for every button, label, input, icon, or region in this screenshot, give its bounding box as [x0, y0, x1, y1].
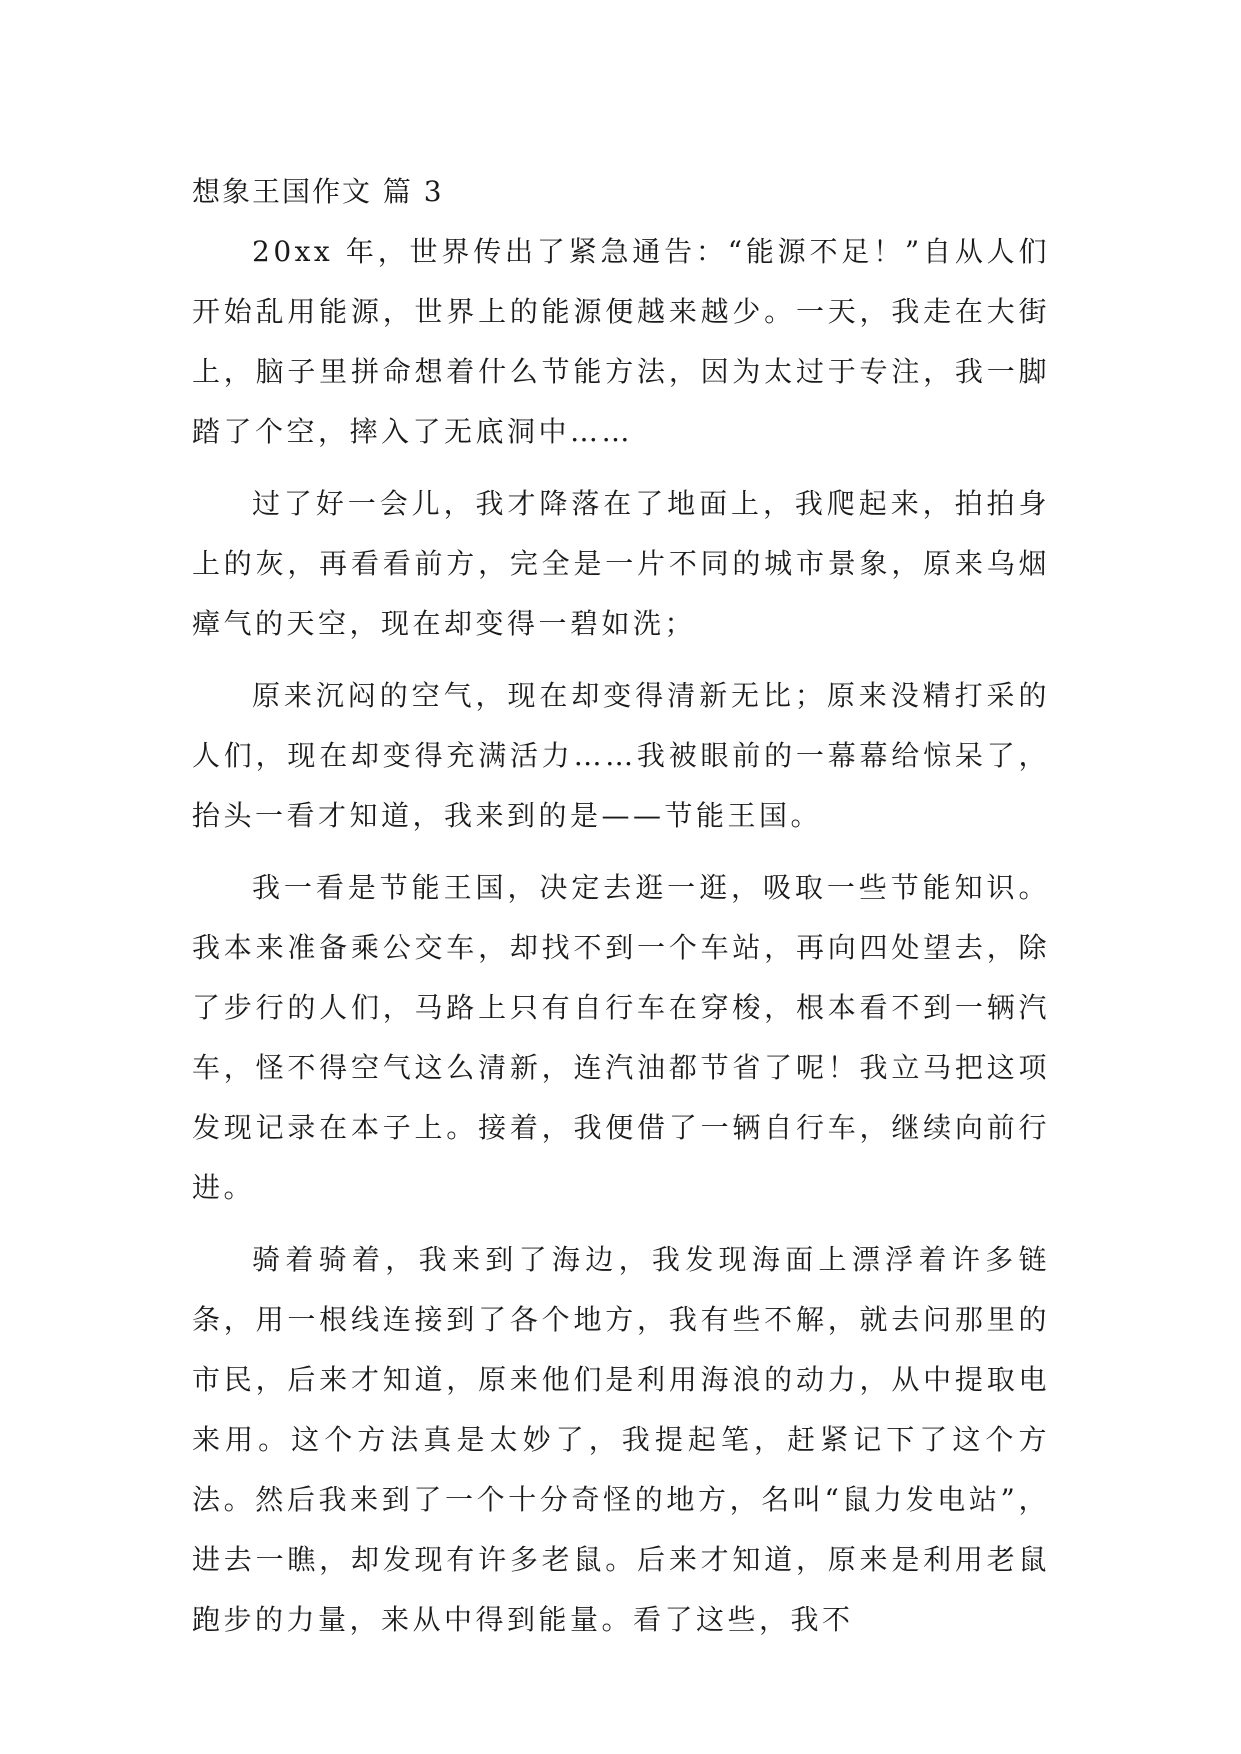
paragraph-5: 骑着骑着，我来到了海边，我发现海面上漂浮着许多链条，用一根线连接到了各个地方，我有些不解，就去问那里的市民，后来才知道，原来他们是利用海浪的动力，从中提取电来用。这个方法真是太妙了，我提起笔，赶紧记下了这个方法。然后我来到了一个十分奇怪的地方，名叫“鼠力发电站”，进去一瞧，却发现有许多老鼠。后来才知道，原来是利用老鼠跑步的力量，来从中得到能量。看了这些，我不: [192, 1243, 1050, 1636]
paragraph-3: 原来沉闷的空气，现在却变得清新无比；原来没精打采的人们，现在却变得充满活力……我被眼前的一幕幕给惊呆了，抬头一看才知道，我来到的是——节能王国。: [192, 679, 1050, 832]
page-title: 想象王国作文 篇 3: [192, 175, 444, 208]
paragraph-1: 20xx 年，世界传出了紧急通告：“能源不足！”自从人们开始乱用能源，世界上的能源便越来越少。一天，我走在大街上，脑子里拼命想着什么节能方法，因为太过于专注，我一脚踏了个空，摔入了无底洞中……: [192, 235, 1050, 448]
paragraph-4: 我一看是节能王国，决定去逛一逛，吸取一些节能知识。我本来准备乘公交车，却找不到一个车站，再向四处望去，除了步行的人们，马路上只有自行车在穿梭，根本看不到一辆汽车，怪不得空气这么清新，连汽油都节省了呢！我立马把这项发现记录在本子上。接着，我便借了一辆自行车，继续向前行进。: [192, 871, 1050, 1204]
paragraph-2: 过了好一会儿，我才降落在了地面上，我爬起来，拍拍身上的灰，再看看前方，完全是一片不同的城市景象，原来乌烟瘴气的天空，现在却变得一碧如洗；: [192, 487, 1050, 640]
document-body: [192, 162, 1050, 1650]
